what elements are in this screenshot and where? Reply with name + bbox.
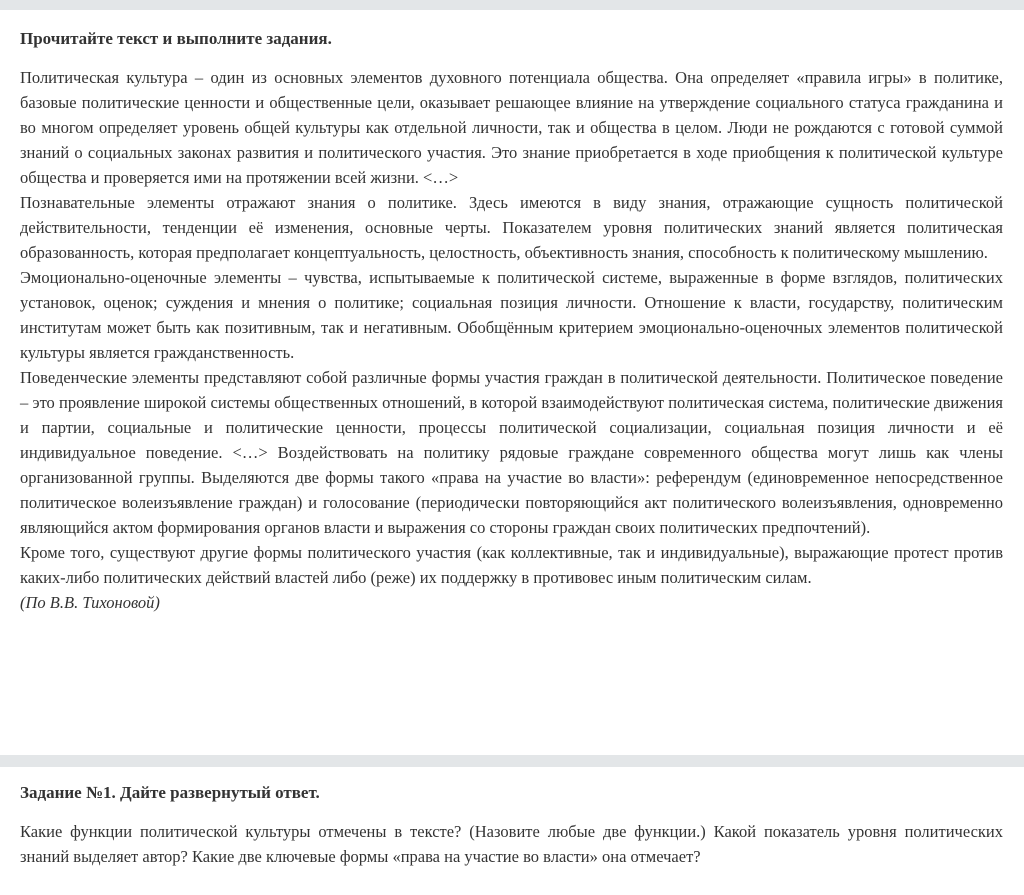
section-divider-band bbox=[0, 755, 1024, 767]
paragraph-emotional-elements: Эмоционально-оценочные элементы – чувства, испытываемые к политической системе, выраженные в форме взглядов, политических установок, оценок; суждения и мнения о политике; социальная позиция личности. Отношение к власти, государству, политическим институтам может быть как позитивным, так и негативным. Обобщённым критерием эмоционально-оценочных элементов политической культуры является гражданственность. bbox=[20, 268, 1003, 362]
paragraph-behavioral-elements: Поведенческие элементы представляют собой различные формы участия граждан в политической деятельности. Политическое поведение – это проявление широкой системы общественных отношений, в которой взаимодействуют политическая система, политические движения и партии, социальные и политические ценности, процессы политической социализации, социальная позиция личности и её индивидуальное поведение. <…> Воздействовать на политику рядовые граждане современного общества могут лишь как члены организованной группы. Выделяются две формы такого «права на участие во власти»: референдум (единовременное непосредственное политическое волеизъявление граждан) и голосование (периодически повторяющийся акт политического волеизъявления, одновременно являющийся актом формирования органов власти и выражения со стороны граждан своих политических предпочтений). bbox=[20, 368, 1003, 537]
paragraph-other-forms: Кроме того, существуют другие формы политического участия (как коллективные, так и индивидуальные), выражающие протест против каких-либо политических действий властей либо (реже) их поддержку в противовес иным политическим силам. bbox=[20, 543, 1003, 587]
text-source-attribution: (По В.В. Тихоновой) bbox=[20, 593, 160, 612]
top-divider-band bbox=[0, 0, 1024, 10]
task-heading: Задание №1. Дайте развернутый ответ. bbox=[20, 783, 320, 802]
task-section bbox=[20, 780, 1003, 869]
paragraph-intro: Политическая культура – один из основных элементов духовного потенциала общества. Она определяет «правила игры» в политике, базовые политические ценности и общественные цели, оказывает решающее влияние на утверждение социального статуса гражданина и во многом определяет уровень общей культуры как отдельной личности, так и общества в целом. Люди не рождаются с готовой суммой знаний о социальных законах развития и политического участия. Это знание приобретается в ходе приобщения к политической культуре общества и проверяется ими на протяжении всей жизни. <…> bbox=[20, 68, 1003, 187]
reading-text-section bbox=[20, 26, 1003, 615]
reading-instruction-heading: Прочитайте текст и выполните задания. bbox=[20, 29, 332, 48]
task-question: Какие функции политической культуры отмечены в тексте? (Назовите любые две функции.) Какой показатель уровня политических знаний выделяет автор? Какие две ключевые формы «права на участие во власти» она отмечает? bbox=[20, 822, 1003, 866]
paragraph-cognitive-elements: Познавательные элементы отражают знания о политике. Здесь имеются в виду знания, отражающие сущность политической действительности, тенденции её изменения, основные черты. Показателем уровня политических знаний является политическая образованность, которая предполагает концептуальность, целостность, объективность знания, способность к политическому мышлению. bbox=[20, 193, 1003, 262]
